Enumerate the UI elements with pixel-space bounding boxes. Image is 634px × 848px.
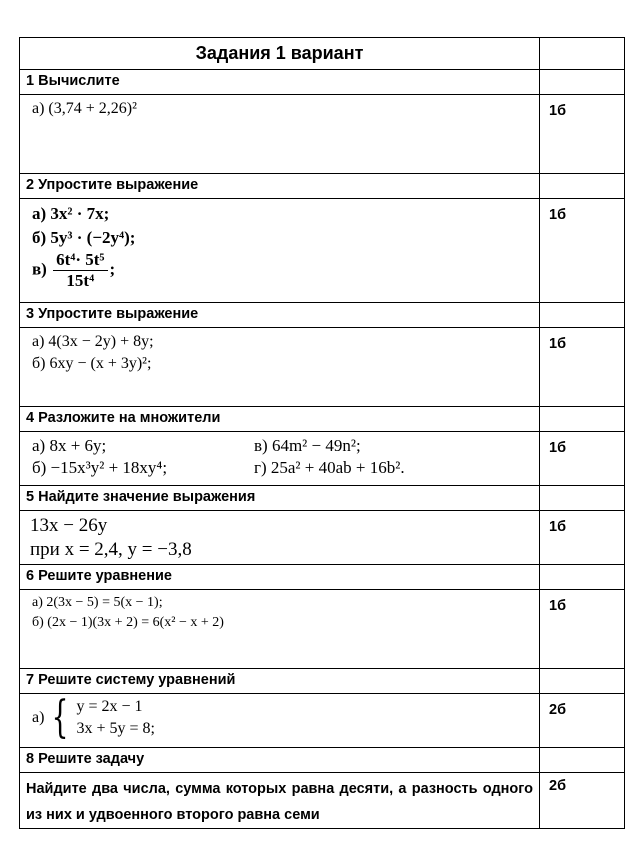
task-2-line-a: а) 3x² · 7x; [32, 204, 110, 223]
task-5-line-1: 13x − 26y [30, 515, 108, 536]
fraction [53, 250, 107, 291]
task-2-body [20, 199, 540, 303]
system-eq-1: y = 2x − 1 [76, 698, 143, 715]
task-6-points: 1б [540, 590, 625, 669]
brace-icon: { [52, 692, 69, 743]
task-4-line-d: г) 25a² + 40ab + 16b². [254, 458, 405, 477]
task-6-body [20, 590, 540, 669]
task-4-body [20, 432, 540, 486]
task-1-body [20, 95, 540, 174]
empty-cell [540, 38, 625, 70]
task-6-header: 6 Решите уравнение [20, 565, 540, 590]
task-8-header: 8 Решите задачу [20, 748, 540, 773]
task-3-line-b: б) 6xy − (x + 3y)²; [32, 355, 152, 372]
task-4-line-c: в) 64m² − 49n²; [254, 436, 361, 455]
task-8-text: Найдите два числа, сумма которых равна десяти, а разность одного из них и удвоенного второго равна семи [20, 773, 540, 829]
task-4-line-a: а) 8x + 6y; [32, 436, 107, 455]
task-7-body [20, 694, 540, 748]
task-3-header: 3 Упростите выражение [20, 303, 540, 328]
task-2-line-c: в) $\frac{\text{6t⁴· 5t⁵}}{\text{15t⁴}}$ ; [32, 250, 116, 290]
task-3-points: 1б [540, 328, 625, 407]
system-eq-2: 3x + 5y = 8; [76, 720, 155, 737]
task-2-line-b: б) 5y³ · (−2y⁴); [32, 228, 136, 247]
task-2-header: 2 Упростите выражение [20, 174, 540, 199]
task-6-line-b: б) (2x − 1)(3x + 2) = 6(x² − x + 2) [32, 615, 224, 630]
task-5-header: 5 Найдите значение выражения [20, 486, 540, 511]
task-3-body [20, 328, 540, 407]
equation-system: а) { y = 2x − 1 3x + 5y = 8; [32, 692, 155, 743]
task-8-points: 2б [540, 773, 625, 829]
task-5-body [20, 511, 540, 565]
fraction-denominator: 15t⁴ [66, 271, 95, 290]
task-6-line-a: а) 2(3x − 5) = 5(x − 1); [32, 595, 163, 610]
fraction-numerator: 6t⁴· 5t⁵ [53, 250, 107, 271]
task-7-header: 7 Решите систему уравнений [20, 669, 540, 694]
task-1-header: 1 Вычислите [20, 70, 540, 95]
task-5-points: 1б [540, 511, 625, 565]
task-5-line-2: при x = 2,4, y = −3,8 [30, 539, 192, 560]
task-7-points: 2б [540, 694, 625, 748]
assignment-table [19, 37, 625, 829]
task-4-points: 1б [540, 432, 625, 486]
task-1-points: 1б [540, 95, 625, 174]
task-4-header: 4 Разложите на множители [20, 407, 540, 432]
task-4-line-b: б) −15x³y² + 18xy⁴; [32, 458, 168, 477]
task-3-line-a: а) 4(3x − 2y) + 8y; [32, 333, 154, 350]
task-1-line-a: а) (3,74 + 2,26)² [32, 100, 137, 117]
task-2-points: 1б [540, 199, 625, 303]
page-title: Задания 1 вариант [20, 38, 540, 70]
